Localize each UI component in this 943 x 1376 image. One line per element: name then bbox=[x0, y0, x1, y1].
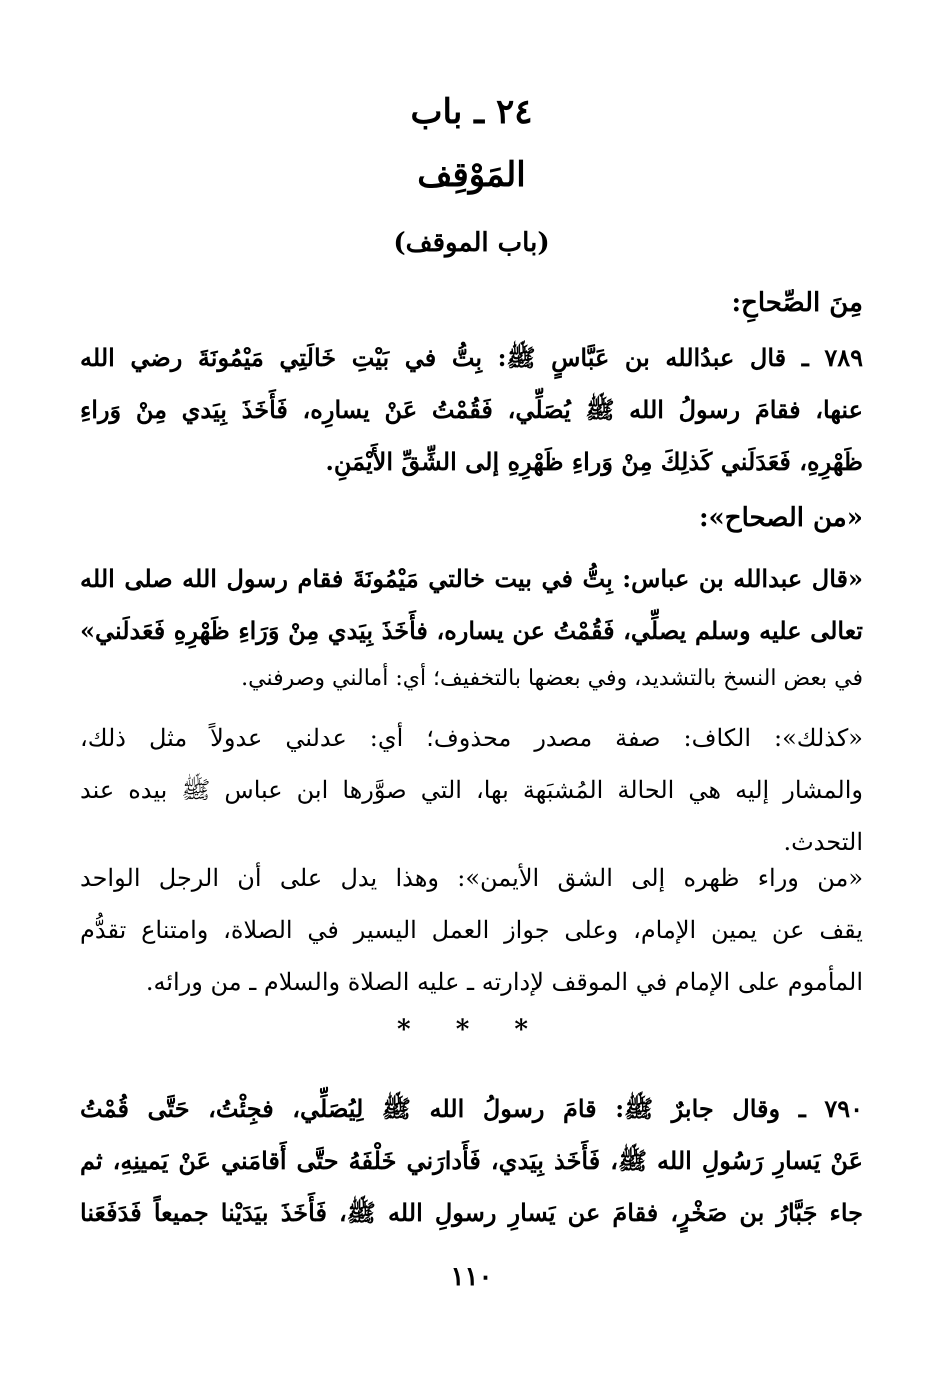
commentary-line: والمشار إليه هي الحالة المُشبَهة بها، التي صوَّرها ابن عباس ﷺ بيده عند bbox=[80, 776, 863, 804]
commentary-line: «من وراء ظهره إلى الشق الأيمن»: وهذا يدل على أن الرجل الواحد bbox=[80, 864, 863, 892]
hadith-line: جاء جَبَّارُ بن صَخْرٍ، فقامَ عن يَسارِ رسولِ الله ﷺ، فَأَخَذَ بيَدَيْنا جميعاً فَدَفَعَنا bbox=[80, 1198, 863, 1227]
section-separator: * * * bbox=[397, 1015, 546, 1045]
page-number: ١١٠ bbox=[450, 1262, 493, 1292]
hadith-line: عَنْ يَسارِ رَسُولِ الله ﷺ، فَأَخَذ بِيَدي، فَأَدارَني خَلْفَهُ حتَّى أَقامَني عَنْ يَمينِهِ، ثم bbox=[80, 1146, 863, 1175]
chapter-subtitle: (باب الموقف) bbox=[393, 228, 550, 258]
chapter-number: ٢٤ ـ باب bbox=[410, 92, 533, 132]
hadith-line: ظَهْرِهِ، فَعَدَلَني كَذلِكَ مِنْ وَراءِ ظَهْرِهِ إلى الشِّقِّ الأَيْمَنِ. bbox=[325, 447, 863, 476]
chapter-title: المَوْقِف bbox=[417, 155, 526, 195]
hadith-line: عنها، فقامَ رسولُ الله ﷺ يُصَلِّي، فَقُمْتُ عَنْ يسارِه، فَأَخَذَ بِيَدي مِنْ وَراءِ bbox=[80, 395, 863, 424]
commentary-line: «قال عبدالله بن عباس: بِتُّ في بيت خالتي مَيْمُونَةَ فقام رسول الله صلى الله bbox=[80, 564, 863, 593]
book-page bbox=[80, 0, 863, 1376]
hadith-790 bbox=[80, 1083, 863, 1239]
commentary-right-side bbox=[80, 852, 863, 1008]
commentary-line: التحدث. bbox=[783, 828, 863, 856]
commentary-kadhalik bbox=[80, 712, 863, 868]
hadith-line: ٧٩٠ ـ وقال جابرٌ ﷺ: قامَ رسولُ الله ﷺ لِيُصَلِّي، فجِئْتُ، حَتَّى قُمْتُ bbox=[80, 1094, 863, 1123]
commentary-line: تعالى عليه وسلم يصلِّي، فَقُمْتُ عن يساره، فأَخَذَ بِيَدي مِنْ وَرَاءِ ظَهْرِهِ فَعَدلَني» bbox=[80, 616, 863, 645]
commentary-heading: «من الصحاح»: bbox=[698, 503, 863, 533]
commentary-line: المأموم على الإمام في الموقف لإدارته ـ عليه الصلاة والسلام ـ من ورائه. bbox=[145, 968, 863, 996]
commentary-quote bbox=[80, 553, 863, 657]
commentary-line: «كذلك»: الكاف: صفة مصدر محذوف؛ أي: عدلني عدولاً مثل ذلك، bbox=[80, 724, 863, 752]
hadith-line: ٧٨٩ ـ قال عبدُالله بن عَبَّاسٍ ﷺ: بِتُّ في بَيْتِ خَالَتِي مَيْمُونَةَ رضي الله bbox=[80, 343, 863, 372]
commentary-line: في بعض النسخ بالتشديد، وفي بعضها بالتخفيف؛ أي: أمالني وصرفني. bbox=[241, 666, 863, 691]
commentary-line: يقف عن يمين الإمام، وعلى جواز العمل اليسير في الصلاة، وامتناع تقدُّم bbox=[80, 916, 863, 944]
section-heading-sihah: مِنَ الصِّحاحِ: bbox=[731, 288, 863, 318]
commentary-note bbox=[80, 655, 863, 703]
hadith-789 bbox=[80, 332, 863, 488]
